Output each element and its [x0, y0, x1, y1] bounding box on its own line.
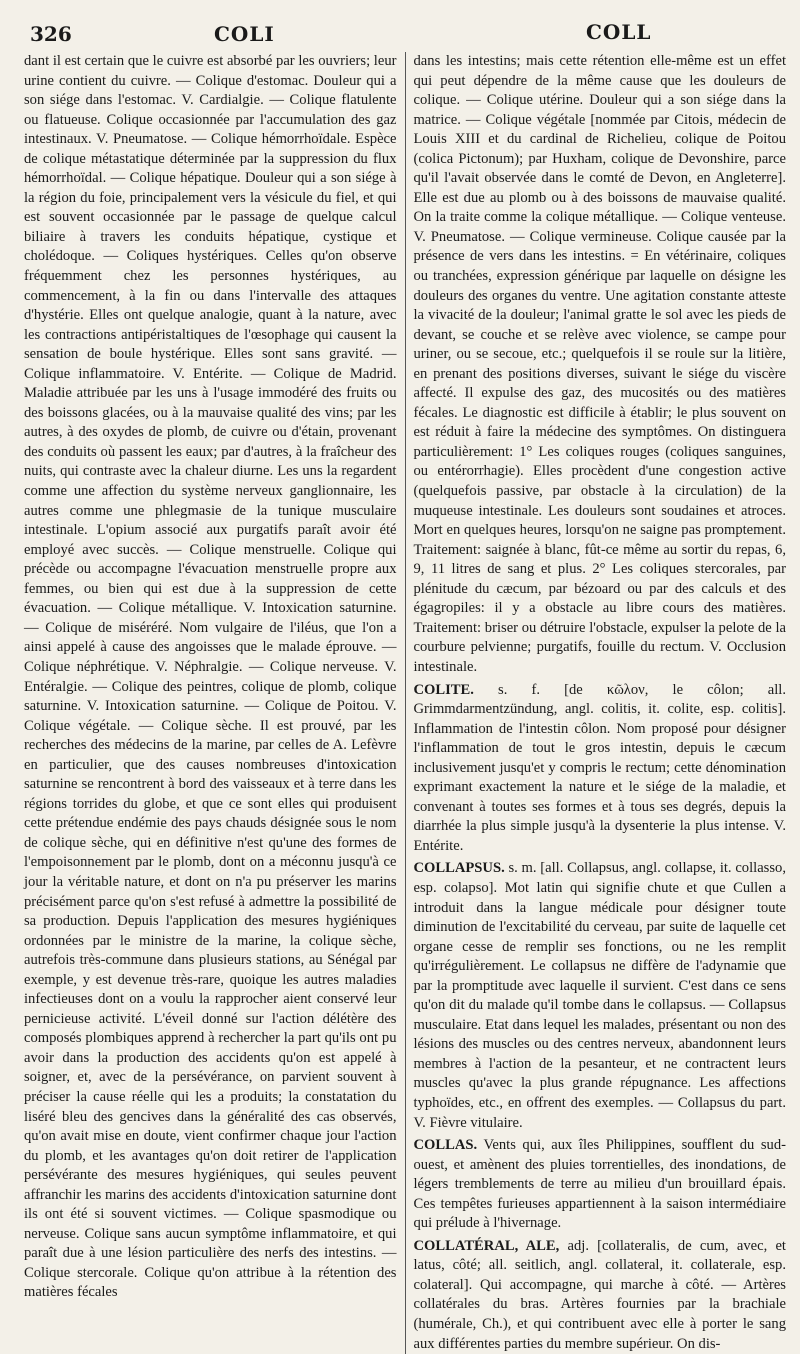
left-column [24, 52, 405, 1354]
entry-body: s. m. [all. Collapsus, angl. collapse, it. collasso, esp. colapso]. Mot latin qui signifie chute et que Cullen a introduit dans la langue médicale pour désigner toute diminution de l'excitabilité du cerveau, par suite de laquelle cet organe cesse de remplir ses fonctions, ou ne les remplit qu'irrégulièrement. Le collapsus ne diffère de l'adynamie que par la promptitude avec laquelle il survient. C'est dans ce sens qu'on dit du malade qu'il tombe dans le collapsus. — Collapsus musculaire. Etat dans lequel les malades, présentant ou non des lésions des muscles ou des centres nerveux, abandonnent leurs membres à l'action de la pesanteur, et ne contractent leurs muscles qu'avec la plus grande répugnance. Les affections typhoïdes, etc., en offrent des exemples. — Collapsus du part. V. Fièvre vitulaire. [413, 860, 786, 1131]
entry-body: Vents qui, aux îles Philippines, soufflent du sud-ouest, et amènent des pluies torrentielles, des inondations, de légers tremblements de terre au milieu d'un brouillard épais. Ces tempêtes furieuses appartiennent à la saison intermédiaire qui prélude à l'hivernage. [413, 1137, 786, 1232]
text-columns [24, 52, 786, 1354]
entry-collateral [414, 1237, 787, 1354]
entry-headword: COLITE. [413, 681, 474, 698]
entry-body: dans les intestins; mais cette rétention elle-même est un effet qui peut dépendre de la même cause que les douleurs de colique. — Colique utérine. Douleur qui a son siége dans la matrice. — Colique végétale [nommée par Citois, médecin de Louis XIII et du cardinal de Richelieu, colique de Poitou (colica Pictonum); par Huxham, colique de Devonshire, parce qu'il l'avait observée dans le comté de Devon, en Angleterre]. Elle est due au plomb ou à des boissons de mauvaise qualité. On la traite comme la colique métallique. — Colique venteuse. V. Pneumatose. — Colique vermineuse. Colique causée par la présence de vers dans les intestins. = En vétérinaire, coliques ou tranchées, expression générique par laquelle on désigne les douleurs des organes du ventre. Une agitation constante atteste la vivacité de la douleur; l'animal gratte le sol avec les pieds de devant, se couche et se relève avec violence, se campe pour uriner, ou se secoue, etc.; quelquefois il se roule sur la litière, en prenant des positions diverses, suivant le siége du viscère affecté. Il expulse des gaz, des mucosités ou des matières fécales. Le diagnostic est difficile à établir; le plus souvent on est réduit à faire la médecine des symptômes. On distinguera particulièrement: 1° Les coliques rouges (coliques sanguines, ou entérorrhagie). Elles procèdent d'une congestion active (quelquefois passive, par obstacle à la circulation) de la muqueuse intestinale. Les douleurs sont soudaines et atroces. Mort en quelques heures, lorsqu'on ne saigne pas promptement. Traitement: saignée à blanc, fût-ce même au sortir du repas, 6, 9, 11 litres de sang et plus. 2° Les coliques stercorales, par plénitude du cæcum, par bézoard ou par des calculs et des égagropiles: il y a obstacle au libre cours des matières. Traitement: briser ou détruire l'obstacle, expulser la pelote de la courbure pelvienne; purgatifs, fouille du rectum. V. Occlusion intestinale. [413, 53, 786, 675]
running-head-right: COLL [586, 20, 652, 44]
page-number: 326 [30, 22, 72, 46]
left-column-text: dant il est certain que le cuivre est absorbé par les ouvriers; leur urine contient du cuivre. — Colique d'estomac. Douleur qui a son siége dans l'estomac. V. Cardialgie. — Colique flatulente ou flatueuse. Colique occasionnée par l'accumulation des gaz intestinaux. V. Pneumatose. — Colique hémorrhoïdale. Espèce de colique métastatique déterminée par la suppression du flux hémorrhoïdal. — Colique hépatique. Douleur qui a son siége à la région du foie, principalement vers la vésicule du fiel, et qui est souvent occasionnée par le passage de quelque calcul biliaire à travers les conduits hépatique, cystique et cholédoque. — Coliques hystériques. Celles qu'on observe fréquemment chez les personnes hystériques, au commencement, à la fin ou dans l'intervalle des attaques d'hystérie. Elles ont quelque analogie, quant à la nature, avec les contractions antipéristaltiques de l'œsophage qui causent la sensation de boule hystérique. Elles sont sans gravité. — Colique inflammatoire. V. Entérite. — Colique de Madrid. Maladie attribuée par les uns à l'usage immodéré des fruits ou des boissons glacées, ou à la mauvaise qualité des vins; par les autres, à des oxydes de plomb, de cuivre ou d'étain, provenant des conduits où passent les eaux; par d'autres, à la fraîcheur des nuits, qui contraste avec la chaleur diurne. Les uns la regardent comme une affection du système nerveux ganglionnaire, les autres comme une phlegmasie de la tunique musculaire intestinale. L'opium associé aux purgatifs paraît avoir été employé avec succès. — Colique menstruelle. Colique qui précède ou accompagne l'évacuation menstruelle propre aux femmes, ou bien qui est due à la suppression de cette évacuation. — Colique métallique. V. Intoxication saturnine. — Colique de miséréré. Nom vulgaire de l'iléus, que l'on a ainsi appelé à cause des angoisses que le malade éprouve. — Colique néphrétique. V. Néphralgie. — Colique nerveuse. V. Entéralgie. — Colique des peintres, colique de plomb, colique saturnine. V. Intoxication saturnine. — Colique de Poitou. V. Colique végétale. — Colique sèche. Il est prouvé, par les recherches des médecins de la marine, par celles de A. Lefèvre en particulier, que des causes nombreuses d'intoxication saturnine se rencontrent à bord des vaisseaux et à terre dans les régions torrides du globe, et que ce sont elles qui produisent cette prétendue endémie des pays chauds désignée sous le nom de colique sèche, qui en définitive n'est qu'une des formes de l'empoisonnement par le plomb, dont on a méconnu jusqu'à ce jour la véritable nature, et dont on n'a pu préserver les marins précisément parce qu'on s'est refusé à admettre la possibilité de sa production. Depuis l'application des mesures hygiéniques ordonnées par le ministre de la marine, la colique sèche, autrefois très-commune dans plusieurs stations, au Sénégal par exemple, y est devenue très-rare, quoique les autres maladies infectieuses dont on a voulu la rapprocher aient conservé leur pernicieuse activité. L'éveil donné sur l'action délétère des composés plombiques apprend à rechercher la part qu'ils ont pu avoir dans la production des accidents qu'on est appelé à soigner, et, avec de la persévérance, on parvient souvent à préciser la cause réelle qui les a produits; la constatation du liséré bleu des gencives dans la généralité des cas observés, qu'on avait mise en doute, vient confirmer chaque jour l'action du plomb, et les avantages qu'on doit retirer de l'application persévérante des mesures hygiéniques, qui seules peuvent affranchir les marins des accidents d'intoxication saturnine dont ils ont été si souvent victimes. — Colique spasmodique ou nerveuse. Colique sans aucun symptôme inflammatoire, et qui paraît due à une lésion particulière des nerfs des intestins. — Colique stercorale. Colique qu'on attribue à la rétention des matières fécales [24, 53, 397, 1301]
right-column [405, 52, 787, 1354]
entry-colique-continued [414, 52, 787, 678]
entry-headword: COLLAPSUS. [413, 860, 505, 877]
entry-headword: COLLAS. [413, 1137, 478, 1154]
entry-collapsus [414, 859, 787, 1133]
entry-body: adj. [collateralis, de cum, avec, et latus, côté; all. seitlich, angl. collateral, it. collaterale, esp. colateral]. Qui accompagne, qui marche à côté. — Artères collatérales du bras. Artères fournies par la brachiale (humérale, Ch.), et qui contribuent avec elle à porter le sang aux différentes parties du membre supérieur. On dis- [413, 1237, 786, 1352]
entry-body: s. f. [de κῶλον, le côlon; all. Grimmdarmentzündung, angl. colitis, it. colite, esp. colitis]. Inflammation de l'intestin côlon. Nom proposé pour désigner l'inflammation de tout le gros intestin, depuis le cæcum inclusivement jusqu'et y compris le rectum; cette dénomination exprimant exactement la nature et le siége de la maladie, et convenant à toutes ses formes et à tous ses degrés, depuis la diarrhée la plus simple jusqu'à la dysenterie la plus intense. V. Entérite. [413, 681, 786, 854]
entry-collas [414, 1136, 787, 1234]
page-header [24, 18, 786, 52]
entry-colite [414, 681, 787, 857]
entry-headword: COLLATÉRAL, ALE, [413, 1237, 560, 1254]
running-head-left: COLI [214, 22, 275, 46]
